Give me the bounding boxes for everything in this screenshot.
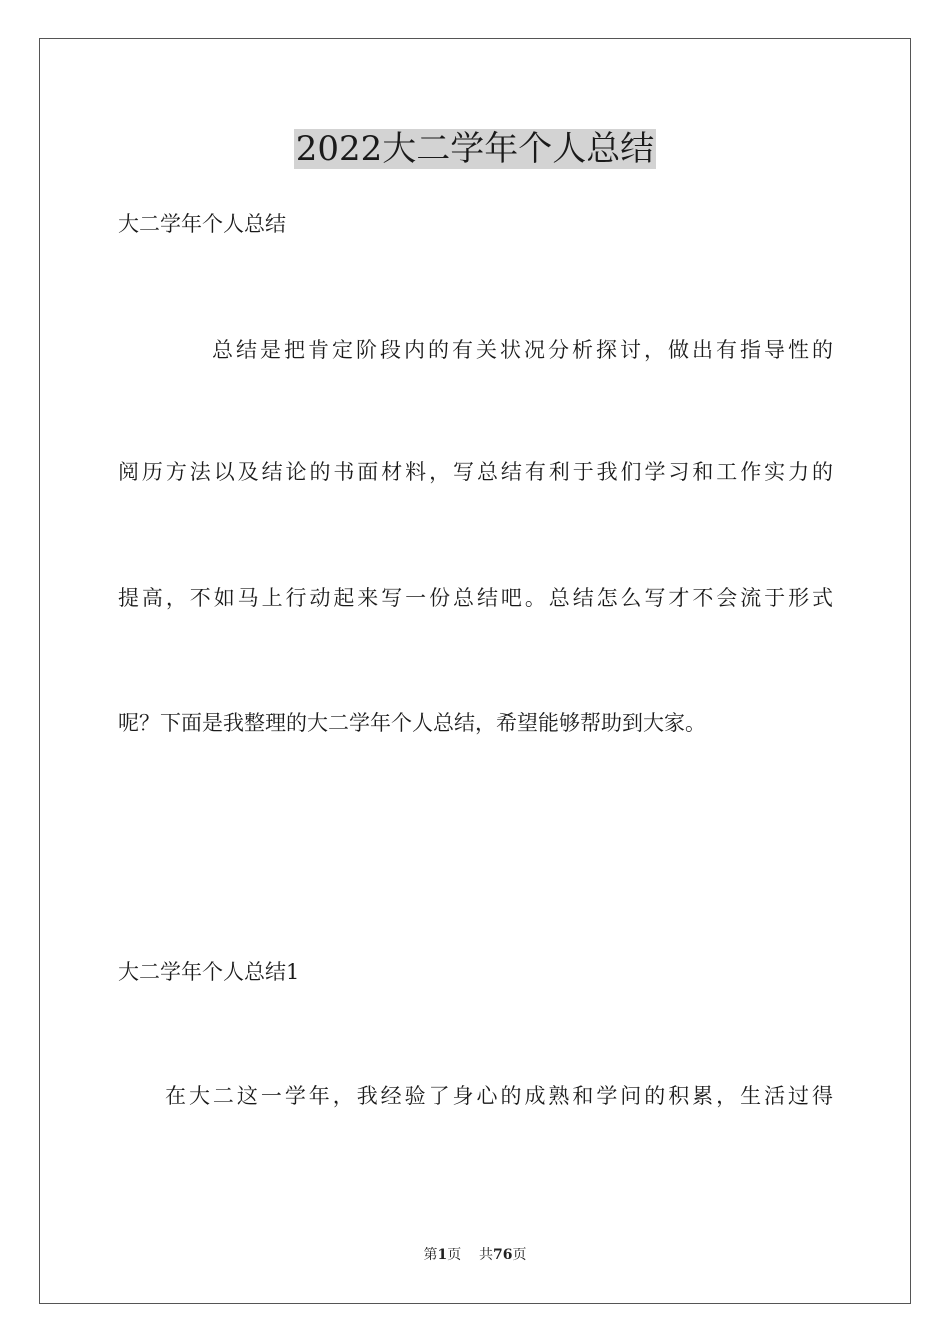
intro-line-3: 提高，不如马上行动起来写一份总结吧。总结怎么写才不会流于形式: [118, 586, 833, 610]
document-title-text: 2022大二学年个人总结: [295, 129, 655, 169]
document-subtitle: 大二学年个人总结: [118, 212, 286, 236]
footer-page-prefix: 第: [423, 1247, 438, 1263]
intro-line-1: 总结是把肯定阶段内的有关状况分析探讨，做出有指导性的: [212, 338, 833, 362]
footer-total-pages: 76: [493, 1247, 513, 1263]
intro-line-2: 阅历方法以及结论的书面材料，写总结有利于我们学习和工作实力的: [118, 460, 833, 484]
footer-total-suffix: 页: [512, 1247, 527, 1263]
footer-page-number: 1: [437, 1247, 448, 1263]
section-line-1: 在大二这一学年，我经验了身心的成熟和学问的积累，生活过得: [165, 1084, 833, 1108]
page-footer: [0, 1246, 950, 1264]
intro-line-4: 呢？下面是我整理的大二学年个人总结，希望能够帮助到大家。: [118, 711, 706, 735]
section-heading: 大二学年个人总结1: [118, 960, 300, 984]
footer-page-suffix: 页: [447, 1247, 462, 1263]
footer-total-prefix: 共: [479, 1247, 494, 1263]
document-title: [0, 128, 950, 170]
